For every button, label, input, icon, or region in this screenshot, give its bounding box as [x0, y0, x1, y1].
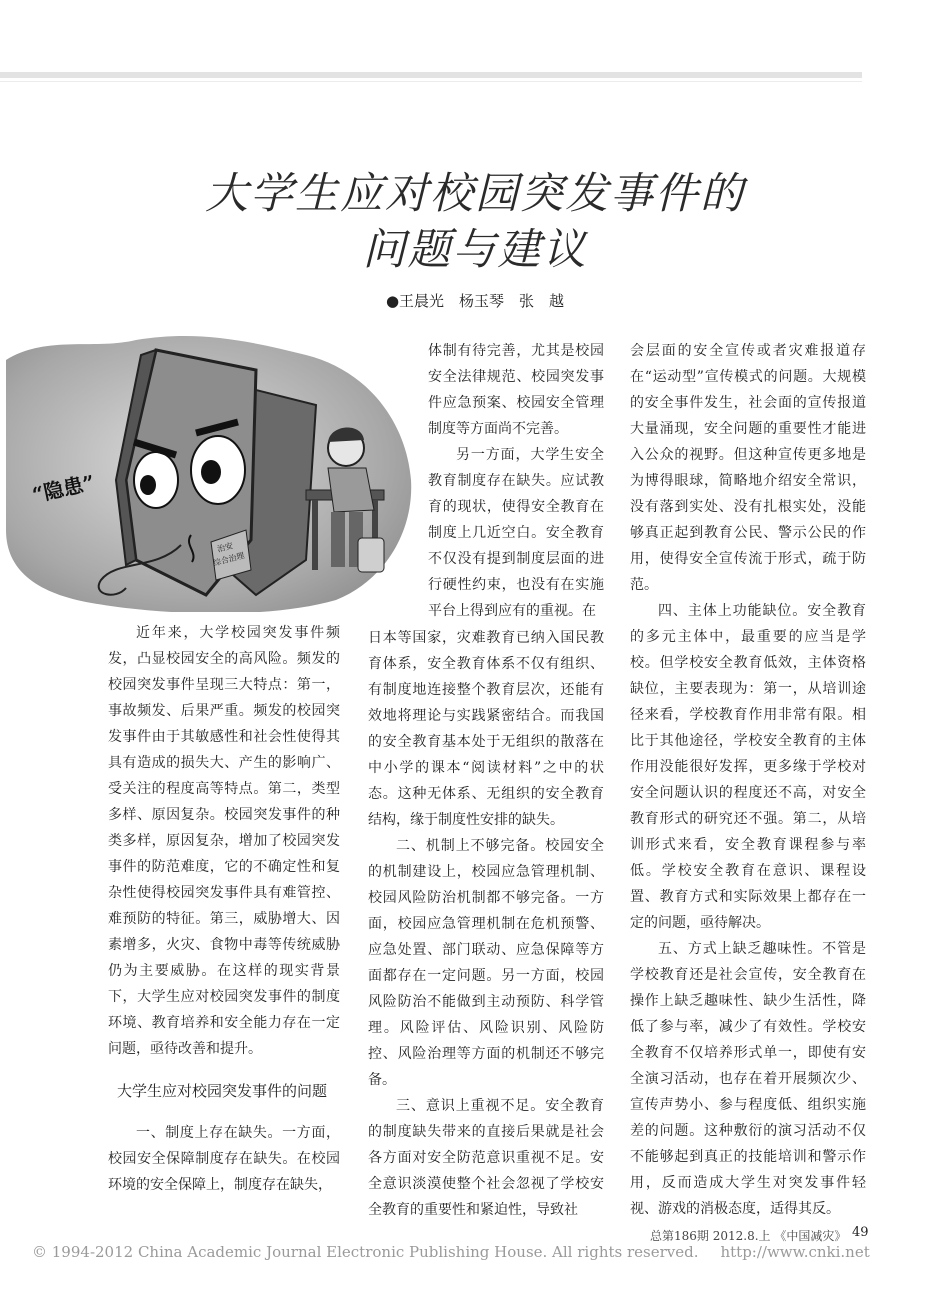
cartoon-illustration [6, 330, 416, 612]
copyright-line [32, 1243, 870, 1261]
shield-text-2: 综合治理 [212, 550, 246, 568]
paragraph: 会层面的安全宣传或者灾难报道存在“运动型”宣传模式的问题。大规模的安全事件发生，社会面的宣传报道大量涌现，安全问题的重要性才能进入公众的视野。但这种宣传更多地是为博得眼球，简略地介绍安全常识，没有落到实处、没有扎根实处，没能够真正起到教育公民、警示公民的作用，使得安全宣传流于形式，疏于防范。 [630, 343, 866, 593]
section-heading: 大学生应对校园突发事件的问题 [117, 1082, 328, 1100]
article-title-line1: 大学生应对校园突发事件的 [205, 169, 745, 219]
paragraph: 五、方式上缺乏趣味性。不管是学校教育还是社会宣传，安全教育在操作上缺乏趣味性、缺少生活性，降低了参与率，减少了有效性。学校安全教育不仅培养形式单一，即使有安全演习活动，也存在着开展频次少、宣传声势小、参与程度低、组织实施差的问题。这种敷衍的演习活动不仅不能够起到真正的技能培训和警示作用，反而造成大学生对突发事件轻视、游戏的消极态度，适得其反。 [630, 941, 866, 1217]
label-hidden-danger: “隐患” [30, 470, 97, 507]
column-1 [108, 620, 340, 1198]
copyright-text: © 1994-2012 China Academic Journal Electronic Publishing House. All rights reserved. [32, 1243, 699, 1261]
paragraph-intro: 近年来，大学校园突发事件频发，凸显校园安全的高风险。频发的校园突发事件呈现三大特点：第一，事故频发、后果严重。频发的校园突发事件由于其敏感性和社会性使得其具有造成的损失大、产生的影响广、受关注的程度高等特点。第二，类型多样、原因复杂。校园突发事件的种类多样，原因复杂，增加了校园突发事件的防范难度，它的不确定性和复杂性使得校园突发事件具有难管控、难预防的特征。第三，威胁增大、因素增多，火灾、食物中毒等传统威胁仍为主要威胁。在这样的现实背景下，大学生应对校园突发事件的制度环境、教育培养和安全能力存在一定问题，亟待改善和提升。 [108, 625, 340, 1057]
paragraph: 四、主体上功能缺位。安全教育的多元主体中，最重要的应当是学校。但学校安全教育低效，主体资格缺位，主要表现为：第一，从培训途径来看，学校教育作用非常有限。相比于其他途径，学校安全教育的主体作用没能很好发挥，更多缘于学校对安全问题认识的程度还不高，对安全教育形式的研究还不强。第二，从培训形式来看，安全教育课程参与率低。学校安全教育在意识、课程设置、教育方式和实际效果上都存在一定的问题，亟待解决。 [630, 603, 866, 931]
column-2-bottom [368, 625, 604, 1223]
paragraph: 二、机制上不够完备。校园安全的机制建设上，校园应急管理机制、校园风险防治机制都不够完备。一方面，校园应急管理机制在危机预警、应急处置、部门联动、应急保障等方面都存在一定问题。另一方面，校园风险防治不能做到主动预防、科学管理。风险评估、风险识别、风险防控、风险治理等方面的机制还不够完备。 [368, 838, 604, 1088]
paragraph: 体制有待完善，尤其是校园安全法律规范、校园突发事件应急预案、校园安全管理制度等方面尚不完善。 [428, 343, 604, 437]
paragraph: 日本等国家，灾难教育已纳入国民教育体系，安全教育体系不仅有组织、有制度地连接整个教育层次，还能有效地将理论与实践紧密结合。而我国的安全教育基本处于无组织的散落在中小学的课本“阅读材料”之中的状态。这种无体系、无组织的安全教育结构，缘于制度性安排的缺失。 [368, 630, 604, 828]
cnki-url: http://www.cnki.net [720, 1243, 870, 1261]
paragraph: 另一方面，大学生安全教育制度存在缺失。应试教育的现状，使得安全教育在制度上几近空白。安全教育不仅没有提到制度层面的进行硬性约束，也没有在实施平台上得到应有的重视。在 [428, 447, 604, 619]
column-2-top [428, 338, 604, 624]
article-title-line2: 问题与建议 [362, 225, 588, 275]
page-number: 49 [852, 1225, 869, 1240]
paragraph: 三、意识上重视不足。安全教育的制度缺失带来的直接后果就是社会各方面对安全防范意识重视不足。安全意识淡漠使整个社会忽视了学校安全教育的重要性和紧迫性，导致社 [368, 1098, 604, 1218]
issue-info: 总第186期 2012.8.上 《中国减灾》 [650, 1229, 847, 1243]
paragraph: 一、制度上存在缺失。一方面，校园安全保障制度存在缺失。在校园环境的安全保障上，制度存在缺失， [108, 1125, 340, 1193]
column-3 [630, 338, 866, 1222]
header-rule-thick [0, 72, 862, 78]
eye-left [134, 452, 178, 508]
article-authors: ●王晨光 杨玉琴 张 越 [385, 292, 565, 310]
header-rule-thin [0, 81, 862, 82]
shield-text-1: 治安 [216, 541, 234, 554]
